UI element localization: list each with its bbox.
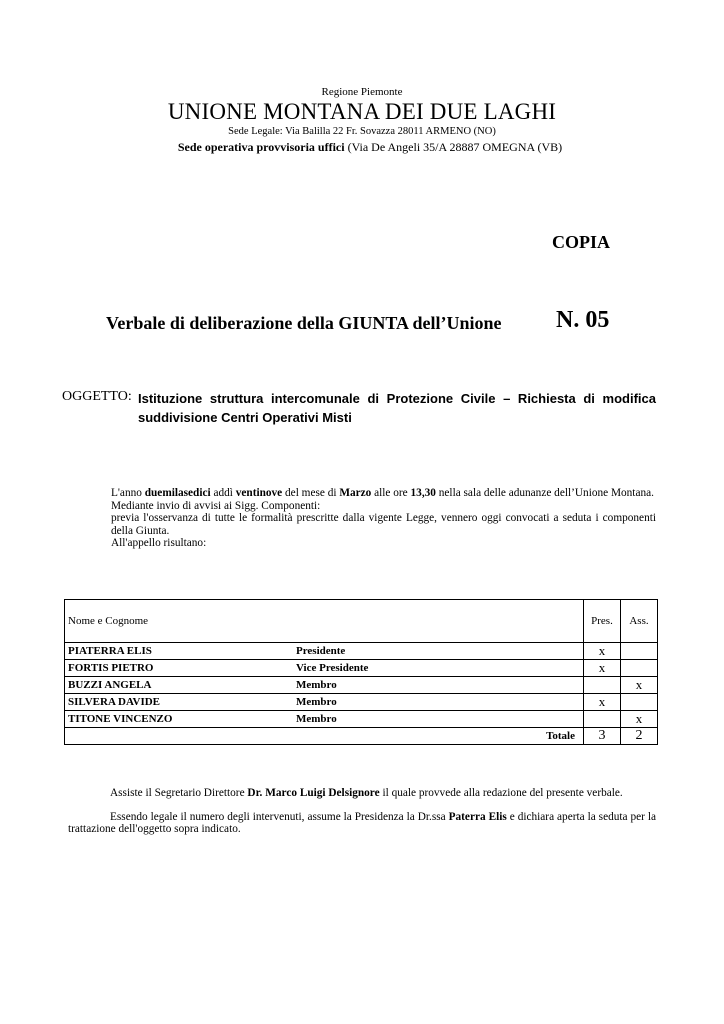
table-row [65,677,658,694]
absent-mark [621,694,658,711]
president-name: Paterra Elis [448,810,507,823]
table-total-row [65,728,658,745]
present-mark: x [584,694,621,711]
intro-text: nella sala delle adunanze dell’Unione Montana. [435,487,654,499]
intro-appello-paragraph: All'appello risultano: [111,537,207,550]
closing-text: Assiste il Segretario Direttore [110,787,248,799]
intro-text: del mese di [282,487,340,499]
total-present: 3 [584,728,621,745]
header-absent: Ass. [621,600,658,643]
sede-operativa-address: (Via De Angeli 35/A 28887 OMEGNA (VB) [347,140,563,154]
intro-date-paragraph [111,487,656,500]
intro-time: 13,30 [410,487,436,499]
secretary-name: Dr. Marco Luigi Delsignore [247,787,380,799]
absent-mark: x [621,711,658,728]
sede-legale: Sede Legale: Via Balilla 22 Fr. Sovazza 28011 ARMENO (NO) [228,126,496,137]
intro-day: ventinove [235,487,283,499]
oggetto-label: OGGETTO: [62,389,132,404]
oggetto-text: Istituzione struttura intercomunale di Protezione Civile – Richiesta di modifica suddivisione Centri Operativi Misti [138,391,656,425]
member-name: FORTIS PIETRO [65,660,294,677]
table-row [65,694,658,711]
closing-text: Essendo legale il numero degli intervenuti, assume la Presidenza la Dr.ssa [110,810,449,823]
closing-text: e dichiara aperta la seduta per la trattazione dell'oggetto sopra indicato. [68,810,657,836]
verbale-title: Verbale di deliberazione della GIUNTA dell’Unione [106,313,502,333]
attendance-table [64,599,658,745]
verbale-number: N. 05 [556,307,610,333]
member-role: Membro [293,711,584,728]
present-mark: x [584,643,621,660]
closing-text: il quale provvede alla redazione del presente verbale. [379,787,623,799]
intro-text: addì [210,487,236,499]
present-mark: x [584,660,621,677]
total-label: Totale [65,728,584,745]
intro-month: Marzo [339,487,372,499]
absent-mark [621,643,658,660]
absent-mark: x [621,677,658,694]
presidency-paragraph [68,811,656,836]
intro-text: L'anno [111,487,145,499]
organization-name: UNIONE MONTANA DEI DUE LAGHI [167,99,557,124]
sede-operativa [0,140,724,155]
member-name: SILVERA DAVIDE [65,694,294,711]
intro-convocation-paragraph: previa l'osservanza di tutte le formalità prescritte dalla vigente Legge, vennero oggi convocati a seduta i componenti della Giunta. [111,512,656,537]
table-row [65,643,658,660]
header-present: Pres. [584,600,621,643]
present-mark [584,677,621,694]
member-role: Membro [293,694,584,711]
member-role: Membro [293,677,584,694]
member-name: PIATERRA ELIS [65,643,294,660]
total-absent: 2 [621,728,658,745]
secretary-paragraph [68,787,656,800]
table-row [65,711,658,728]
closing-paragraphs [68,787,656,847]
table-header-row [65,600,658,643]
header-name: Nome e Cognome [65,600,584,643]
intro-paragraphs [111,487,656,550]
region-label: Regione Piemonte [321,86,403,98]
table-row [65,660,658,677]
member-role: Vice Presidente [293,660,584,677]
copy-label: COPIA [552,232,610,252]
present-mark [584,711,621,728]
member-name: BUZZI ANGELA [65,677,294,694]
member-name: TITONE VINCENZO [65,711,294,728]
intro-invite-paragraph: Mediante invio di avvisi ai Sigg. Componenti: [111,499,321,512]
intro-year: duemilasedici [144,487,211,499]
sede-operativa-label: Sede operativa provvisoria uffici [177,140,345,154]
absent-mark [621,660,658,677]
member-role: Presidente [293,643,584,660]
intro-text: alle ore [371,487,411,499]
